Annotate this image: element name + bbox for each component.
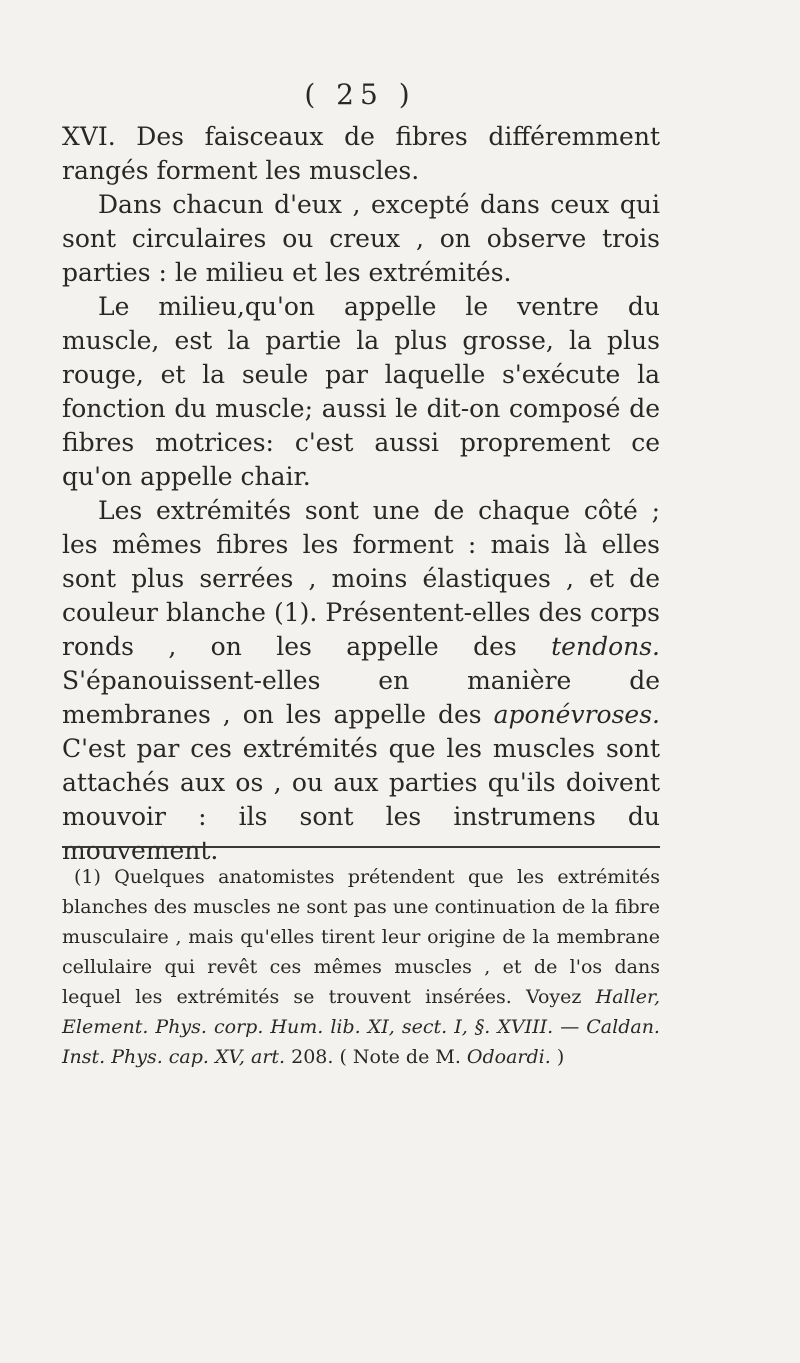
text-run: — [553,1016,587,1038]
paragraph-section-heading: XVI. Des faisceaux de fibres différemment rangés forment les muscles. [62,122,660,185]
citation-haller: Haller, Element. Phys. corp. Hum. lib. XI, sect. I, §. XVIII. [62,986,660,1038]
page-number: ( 25 ) [304,78,416,111]
note-author: Odoardi. [466,1046,551,1068]
text-run: S'épanouissent-elles en manière de membranes , on les appelle des [62,666,660,729]
text-run: 208. ( Note de M. [285,1046,467,1068]
citation-caldani: Caldan. Inst. Phys. cap. XV, art. [62,1016,660,1068]
term-aponevroses: aponévroses. [493,700,660,729]
text-run: ) [550,1046,565,1068]
paragraph-milieu: Le milieu,qu'on appelle le ventre du muscle, est la partie la plus grosse, la plus rouge, et la seule par laquelle s'exécute la fonction du muscle; aussi le dit-on composé de fibres motrices: c'est aussi proprement ce qu'on appelle chair. [62,292,660,491]
text-run: (1) Quelques anatomistes prétendent que les extrémités blanches des muscles ne sont pas une continuation de la fibre musculaire , mais qu'elles tirent leur origine de la membrane cellulaire qui revêt ces mêmes muscles , et de l'os dans lequel les extrémités se trouvent insérées. Voyez [62,866,660,1008]
text-run: Les extrémités sont une de chaque côté ; les mêmes fibres les forment : mais là elles sont plus serrées , moins élastiques , et de couleur blanche (1). Présentent-elles des corps ronds , on les appelle des [62,496,660,661]
paragraph-extremites [62,494,660,868]
main-text [62,120,660,868]
footnote [62,862,660,1072]
paragraph-parts: Dans chacun d'eux , excepté dans ceux qui sont circulaires ou creux , on observe trois parties : le milieu et les extrémités. [62,190,660,287]
term-tendons: tendons. [551,632,660,661]
footnote-divider [62,846,660,848]
text-run: C'est par ces extrémités que les muscles sont attachés aux os , ou aux parties qu'ils doivent mouvoir : ils sont les instrumens du mouvement. [62,734,660,865]
footnote-text [62,862,660,1072]
